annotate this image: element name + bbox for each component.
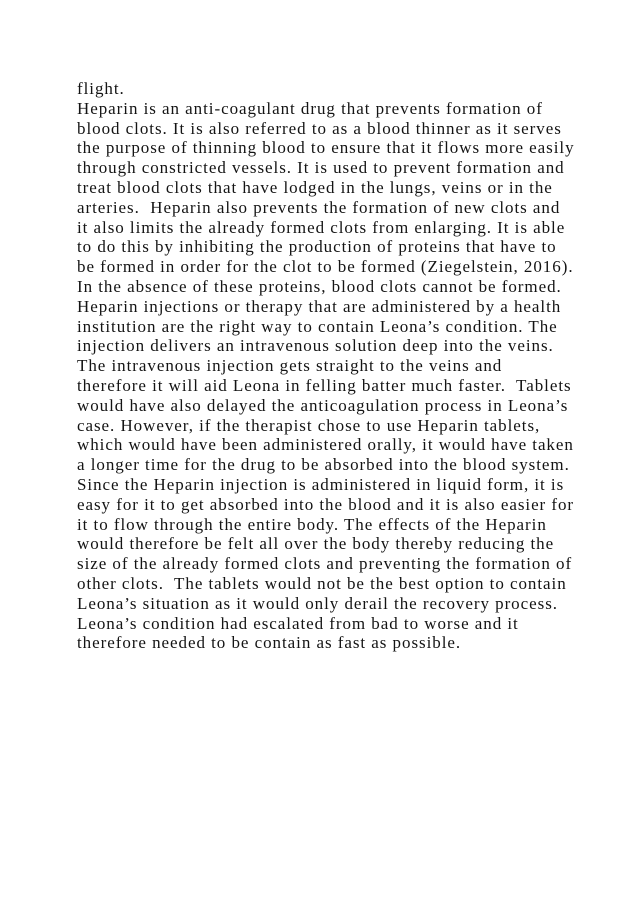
text-line: The intravenous injection gets straight to the veins and: [77, 356, 503, 376]
text-line: Leona’s condition had escalated from bad to worse and it: [77, 613, 519, 633]
text-line: it also limits the already formed clots from enlarging. It is able: [77, 217, 566, 237]
text-line: a longer time for the drug to be absorbed into the blood system.: [77, 455, 570, 475]
text-line: case. However, if the therapist chose to use Heparin tablets,: [77, 415, 541, 435]
text-line: flight.: [77, 79, 125, 98]
text-line: Leona’s situation as it would only derail the recovery process.: [77, 593, 558, 613]
text-line: therefore it will aid Leona in felling batter much faster. Tablets: [77, 375, 572, 395]
text-line: institution are the right way to contain Leona’s condition. The: [77, 316, 558, 336]
text-line: Heparin is an anti-coagulant drug that prevents formation of: [77, 98, 543, 118]
text-line: Heparin injections or therapy that are administered by a health: [77, 296, 562, 316]
text-line: would have also delayed the anticoagulation process in Leona’s: [77, 395, 569, 415]
text-line: In the absence of these proteins, blood clots cannot be formed.: [77, 276, 562, 296]
text-line: arteries. Heparin also prevents the formation of new clots and: [77, 197, 561, 217]
text-line: the purpose of thinning blood to ensure that it flows more easily: [77, 138, 575, 158]
text-line: easy for it to get absorbed into the blood and it is also easier for: [77, 494, 575, 514]
text-line: size of the already formed clots and preventing the formation of: [77, 554, 573, 574]
text-line: through constricted vessels. It is used to prevent formation and: [77, 158, 565, 178]
text-line: to do this by inhibiting the production of proteins that have to: [77, 237, 557, 257]
body-text: [77, 79, 577, 653]
text-line: which would have been administered orally, it would have taken: [77, 435, 574, 455]
text-line: treat blood clots that have lodged in the lungs, veins or in the: [77, 177, 553, 197]
text-line: injection delivers an intravenous solution deep into the veins.: [77, 336, 554, 356]
text-line: be formed in order for the clot to be formed (Ziegelstein, 2016).: [77, 257, 574, 277]
text-line: it to flow through the entire body. The effects of the Heparin: [77, 514, 547, 534]
text-line: other clots. The tablets would not be the best option to contain: [77, 573, 567, 593]
text-line: would therefore be felt all over the body thereby reducing the: [77, 534, 555, 554]
text-line: therefore needed to be contain as fast as possible.: [77, 633, 462, 653]
text-line: blood clots. It is also referred to as a blood thinner as it serves: [77, 118, 562, 138]
text-line: Since the Heparin injection is administered in liquid form, it is: [77, 474, 565, 494]
